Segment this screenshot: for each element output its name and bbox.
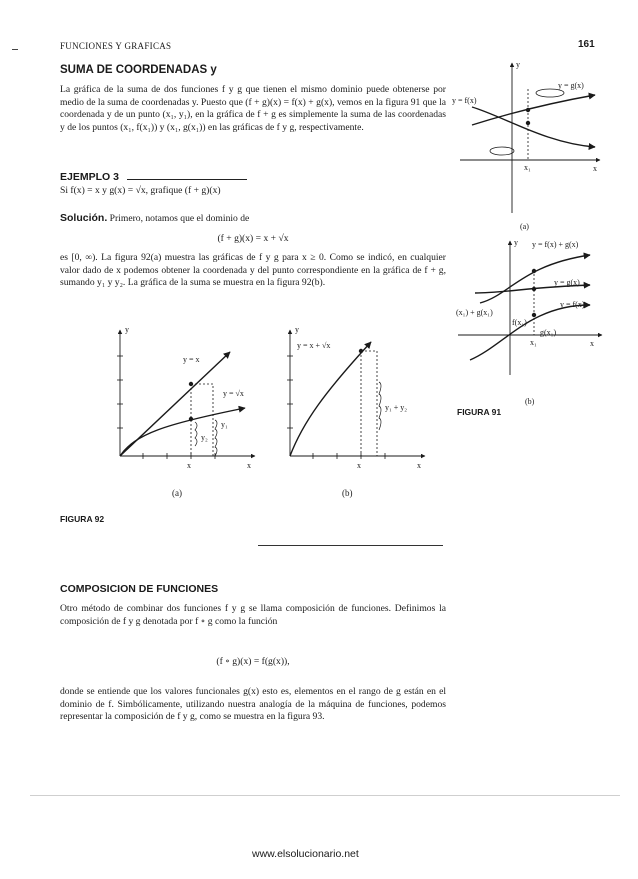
y1y2-label: y₁ + y₂ xyxy=(385,403,408,412)
figure92-label: FIGURA 92 xyxy=(60,514,105,524)
composicion-formula: (f ∘ g)(x) = f(g(x)), xyxy=(216,656,290,667)
f-label: y = f(x) xyxy=(452,96,477,105)
y1-label: y₁ xyxy=(221,420,228,429)
y2-label: y₂ xyxy=(201,433,208,442)
solution-label: Solución. xyxy=(60,212,108,224)
page-number: 161 xyxy=(578,39,595,50)
sum-label: y = x + √x xyxy=(297,341,331,350)
section-title-composicion: COMPOSICION DE FUNCIONES xyxy=(60,583,219,595)
g-label: y = √x xyxy=(223,389,244,398)
point-g xyxy=(526,108,530,112)
axis-ticks xyxy=(287,356,385,459)
y1-brace xyxy=(215,420,217,456)
point-f xyxy=(526,121,530,125)
point-f xyxy=(189,382,193,386)
sum-guide xyxy=(191,384,213,456)
example-title: EJEMPLO 3 xyxy=(60,171,119,183)
figure92-caption-b: (b) xyxy=(342,488,353,498)
f-curve xyxy=(472,107,595,147)
example-statement: Si f(x) = x y g(x) = √x, grafique (f + g)(x) xyxy=(60,185,221,196)
f-label: y = x xyxy=(183,355,200,364)
f-label: y = f(x) xyxy=(560,300,585,309)
footer-url[interactable]: www.elsolucionario.net xyxy=(252,848,359,860)
composicion-paragraph-1: Otro método de combinar dos funciones f y g se llama composición de funciones. Definimos la composición de f y g denotada por f ∘ g como la función xyxy=(60,603,446,627)
example-rule xyxy=(127,179,247,180)
magnifier-bottom xyxy=(490,147,514,155)
g-curve xyxy=(120,408,245,456)
solution-formula: (f + g)(x) = x + √x xyxy=(217,233,289,244)
y-axis-label: y xyxy=(514,238,518,247)
x1-label: x₁ xyxy=(524,163,531,172)
y-axis-label: y xyxy=(516,60,520,69)
sum-brace xyxy=(379,382,381,430)
sum-label: y = f(x) + g(x) xyxy=(532,240,579,249)
fx1-label: f(x₁) xyxy=(512,318,527,327)
example-paragraph: es [0, ∞). La figura 92(a) muestra las gráficas de f y g para x ≥ 0. Como se indicó, en cualquier valor dado de x podemos obtener la coordenada y del punto correspondiente en la gráfica de f + g, sumando y₁ y y₂. La gráfica de la suma se muestra en la figura 92(b). xyxy=(60,252,446,289)
example-heading xyxy=(60,167,260,185)
figure91-caption-a: (a) xyxy=(520,222,529,231)
y2-brace xyxy=(195,422,197,446)
figure92-panel-a xyxy=(105,322,265,472)
sum-guide xyxy=(361,351,377,456)
x-axis-label: x xyxy=(593,164,597,173)
y-axis-label: y xyxy=(125,325,129,334)
figure92-panel-b xyxy=(275,322,435,472)
figure92-caption-a: (a) xyxy=(172,488,182,498)
running-title: FUNCIONES Y GRAFICAS xyxy=(60,41,172,51)
point-g xyxy=(532,287,536,291)
x-tick-label: x xyxy=(357,461,361,470)
point-sum xyxy=(359,349,363,353)
g-label: y = g(x) xyxy=(554,278,580,287)
y-axis-label: y xyxy=(295,325,299,334)
x-axis-label: x xyxy=(247,461,251,470)
g-curve xyxy=(472,95,595,125)
magnifier-top xyxy=(536,89,564,97)
composicion-paragraph-2: donde se entiende que los valores funcionales g(x) esto es, elementos en el rango de g están en el dominio de f. Simbólicamente, utilizando nuestra analogía de la máquina de funciones, podemos representar la composición de f y g, como se muestra en la figura 93. xyxy=(60,686,446,723)
x-axis-label: x xyxy=(417,461,421,470)
scan-edge xyxy=(30,795,620,796)
sum-curve xyxy=(290,342,371,456)
solution-text: Primero, notamos que el dominio de xyxy=(109,213,250,224)
point-sum xyxy=(532,269,536,273)
x-tick-label: x xyxy=(187,461,191,470)
x1-label: x₁ xyxy=(530,338,537,347)
margin-mark xyxy=(12,49,18,50)
figure91-panel-a xyxy=(450,55,610,220)
figure91-panel-b xyxy=(450,235,610,395)
figure91-label: FIGURA 91 xyxy=(457,407,502,417)
figure91-caption-b: (b) xyxy=(525,397,535,406)
gx1-label: g(x₁) xyxy=(540,328,557,337)
point-g xyxy=(189,417,193,421)
point-f xyxy=(532,313,536,317)
section-paragraph-suma: La gráfica de la suma de dos funciones f y g que tienen el mismo dominio puede obtenerse por medio de la suma de coordenadas y. Puesto que (f + g)(x) = f(x) + g(x), vemos en la figura 91 que la coordenada y de un punto (x₁, y₁), en la gráfica de f + g es simplemente la suma de las coordenadas y de los puntos (x₁, f(x₁)) y (x₁, g(x₁)) en las gráficas de f y g, respectivamente. xyxy=(60,84,446,133)
g-label: y = g(x) xyxy=(558,81,584,90)
sum-point-label: (x₁) + g(x₁) xyxy=(456,308,493,317)
x-axis-label: x xyxy=(590,339,594,348)
solution-line xyxy=(60,212,446,226)
section-divider xyxy=(258,545,443,546)
section-title-suma: SUMA DE COORDENADAS y xyxy=(60,64,217,76)
